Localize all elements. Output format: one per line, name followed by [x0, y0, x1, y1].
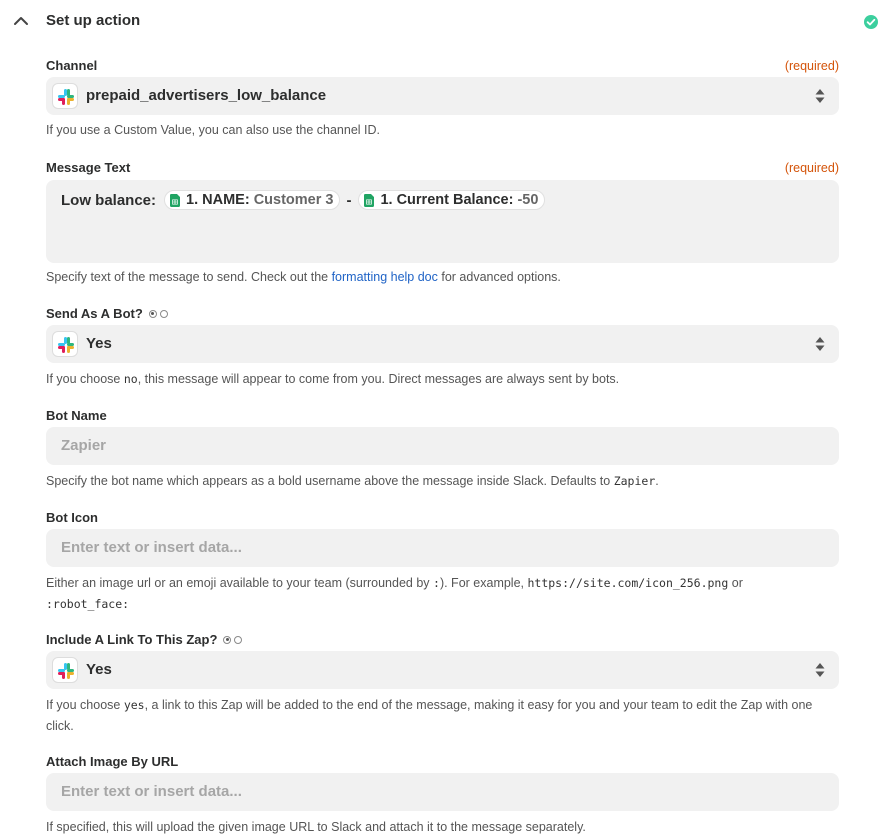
google-sheets-icon	[364, 194, 374, 207]
bot-name-help	[46, 471, 836, 492]
pill-value: -50	[517, 192, 539, 208]
section-title: Set up action	[46, 12, 141, 29]
bot-icon-help	[46, 573, 836, 615]
bot-name-input[interactable]	[46, 427, 839, 465]
radio-on-icon[interactable]	[149, 310, 157, 318]
help-text: If you choose	[46, 698, 124, 712]
help-code: Zapier	[613, 474, 656, 488]
include-link-select[interactable]	[46, 651, 839, 689]
data-pill-balance[interactable]	[358, 190, 545, 210]
include-link-label	[46, 632, 242, 647]
bot-icon-label: Bot Icon	[46, 510, 98, 525]
attach-image-label: Attach Image By URL	[46, 754, 179, 769]
bot-icon-placeholder: Enter text or insert data...	[61, 539, 242, 556]
help-text: Specify text of the message to send. Check out the	[46, 270, 332, 284]
help-code: yes	[123, 698, 145, 712]
attach-image-placeholder: Enter text or insert data...	[61, 783, 242, 800]
help-code: https://site.com/icon_256.png	[527, 576, 729, 590]
pill-key: 1. NAME:	[186, 192, 250, 208]
radio-toggle[interactable]	[223, 636, 242, 644]
send-as-bot-label	[46, 306, 168, 321]
send-as-bot-help	[46, 369, 836, 390]
help-text: Specify the bot name which appears as a bold username above the message inside Slack. Defaults to	[46, 474, 614, 488]
help-text: ). For example,	[439, 576, 528, 590]
attach-image-help: If specified, this will upload the given image URL to Slack and attach it to the message separately.	[46, 820, 586, 834]
radio-on-icon[interactable]	[223, 636, 231, 644]
slack-icon	[52, 331, 78, 357]
channel-value: prepaid_advertisers_low_balance	[86, 87, 327, 104]
formatting-help-link[interactable]: formatting help doc	[331, 270, 438, 284]
message-separator: -	[346, 191, 352, 209]
send-as-bot-value: Yes	[86, 335, 112, 352]
radio-off-icon[interactable]	[160, 310, 168, 318]
radio-toggle[interactable]	[149, 310, 168, 318]
sort-arrows-icon	[815, 88, 825, 104]
sort-arrows-icon	[815, 662, 825, 678]
message-textarea[interactable]	[46, 180, 839, 263]
message-label: Message Text	[46, 160, 131, 175]
bot-name-placeholder: Zapier	[61, 437, 107, 454]
google-sheets-icon	[170, 194, 180, 207]
check-circle-icon	[863, 14, 879, 30]
data-pill-name[interactable]	[164, 190, 340, 210]
bot-name-label: Bot Name	[46, 408, 107, 423]
help-code: :	[433, 576, 440, 590]
channel-label: Channel	[46, 58, 98, 73]
help-code: :robot_face:	[46, 597, 130, 611]
message-required: (required)	[784, 161, 839, 175]
label-text: Send As A Bot?	[46, 306, 143, 321]
radio-off-icon[interactable]	[234, 636, 242, 644]
bot-icon-input[interactable]	[46, 529, 839, 567]
channel-select[interactable]	[46, 77, 839, 115]
channel-required: (required)	[784, 59, 839, 73]
chevron-up-icon[interactable]	[13, 13, 29, 29]
slack-icon	[52, 83, 78, 109]
send-as-bot-select[interactable]	[46, 325, 839, 363]
attach-image-input[interactable]	[46, 773, 839, 811]
sort-arrows-icon	[815, 336, 825, 352]
pill-key: 1. Current Balance:	[380, 192, 514, 208]
help-text: or	[728, 576, 743, 590]
help-text: for advanced options.	[437, 270, 561, 284]
help-text: , this message will appear to come from you. Direct messages are always sent by bots.	[137, 372, 620, 386]
help-text: .	[655, 474, 659, 488]
help-text: Either an image url or an emoji available to your team (surrounded by	[46, 576, 434, 590]
message-prefix: Low balance:	[61, 191, 157, 209]
include-link-help	[46, 695, 836, 737]
label-text: Include A Link To This Zap?	[46, 632, 218, 647]
include-link-value: Yes	[86, 661, 112, 678]
help-text: , a link to this Zap will be added to the end of the message, making it easy for you and your team to edit the Zap with one click.	[46, 698, 813, 733]
message-help	[46, 267, 836, 288]
help-text: If you choose	[46, 372, 124, 386]
section-header[interactable]	[0, 0, 888, 44]
channel-help: If you use a Custom Value, you can also use the channel ID.	[46, 123, 380, 137]
help-code: no	[123, 372, 138, 386]
slack-icon	[52, 657, 78, 683]
pill-value: Customer 3	[253, 192, 334, 208]
